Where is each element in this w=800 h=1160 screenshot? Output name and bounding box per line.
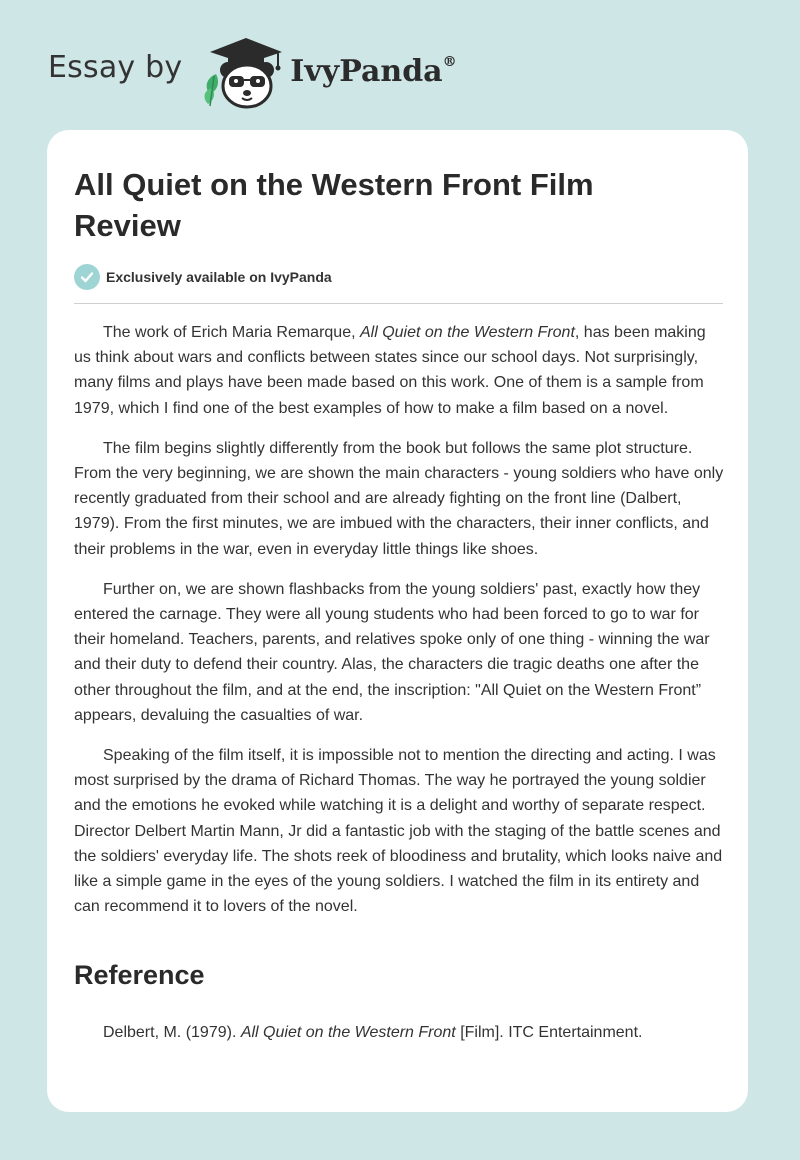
essay-card: [47, 130, 748, 1112]
reference-entry: [74, 1020, 724, 1045]
essay-by-label: Essay by: [48, 49, 183, 85]
paragraph: Speaking of the film itself, it is impossible not to mention the directing and acting. I was most surprised by the drama of Richard Thomas. The way he portrayed the young soldier and the emotions he evoked while watching it is a delight and worthy of separate respect. Director Delbert Martin Mann, Jr did a fantastic job with the staging of the battle scenes and the soldiers' everyday life. The shots reek of bloodiness and brutality, which looks naive and like a simple game in the eyes of the young soldiers. I watched the film in its entirety and can recommend it to lovers of the novel.: [74, 747, 723, 916]
registered-mark: ®: [442, 53, 457, 70]
work-title: All Quiet on the Western Front: [359, 324, 575, 341]
paragraph: [74, 320, 724, 421]
exclusive-badge: [74, 264, 332, 290]
paragraph-text: , has been making us think about wars and conflicts between states since our school days. Not surprisingly, many films and plays have been made based on this work. One of them is a sample from 1979, which I find one of the best examples of how to make a film based on a novel.: [74, 324, 706, 417]
brand-name[interactable]: [290, 54, 456, 89]
leaf-icon: [205, 74, 218, 106]
reference-text: Delbert, M. (1979).: [103, 1024, 241, 1041]
paragraph-text: The work of Erich Maria Remarque,: [103, 324, 360, 341]
reference-text: [Film]. ITC Entertainment.: [455, 1024, 643, 1041]
page-title: All Quiet on the Western Front Film Review: [74, 167, 594, 243]
divider: [74, 303, 723, 304]
badge-label: Exclusively available on IvyPanda: [106, 269, 332, 285]
reference-heading: Reference: [74, 960, 205, 990]
essay-body: [74, 320, 724, 934]
paragraph: The film begins slightly differently from the book but follows the same plot structure. From the very beginning, we are shown the main characters - young soldiers who have only recently graduated from their school and are already fighting on the front line (Dalbert, 1979). From the first minutes, we are imbued with the characters, their inner conflicts, and their problems in the war, even in everyday little things like shoes.: [74, 439, 724, 558]
brand-text: IvyPanda: [290, 53, 443, 89]
paragraph: Further on, we are shown flashbacks from the young soldiers' past, exactly how they entered the carnage. They were all young students who had been forced to go to war for their homeland. Teachers, parents, and relatives spoke only of one thing - winning the war and their duty to defend their country. Alas, the characters die tragic deaths one after the other throughout the film, and at the end, the inscription: "All Quiet on the Western Front” appears, devaluing the casualties of war.: [74, 580, 710, 724]
site-header: [48, 30, 457, 110]
panda-logo-icon[interactable]: [192, 30, 288, 110]
reference-title: All Quiet on the Western Front: [240, 1024, 456, 1041]
checkmark-icon: [74, 264, 100, 290]
